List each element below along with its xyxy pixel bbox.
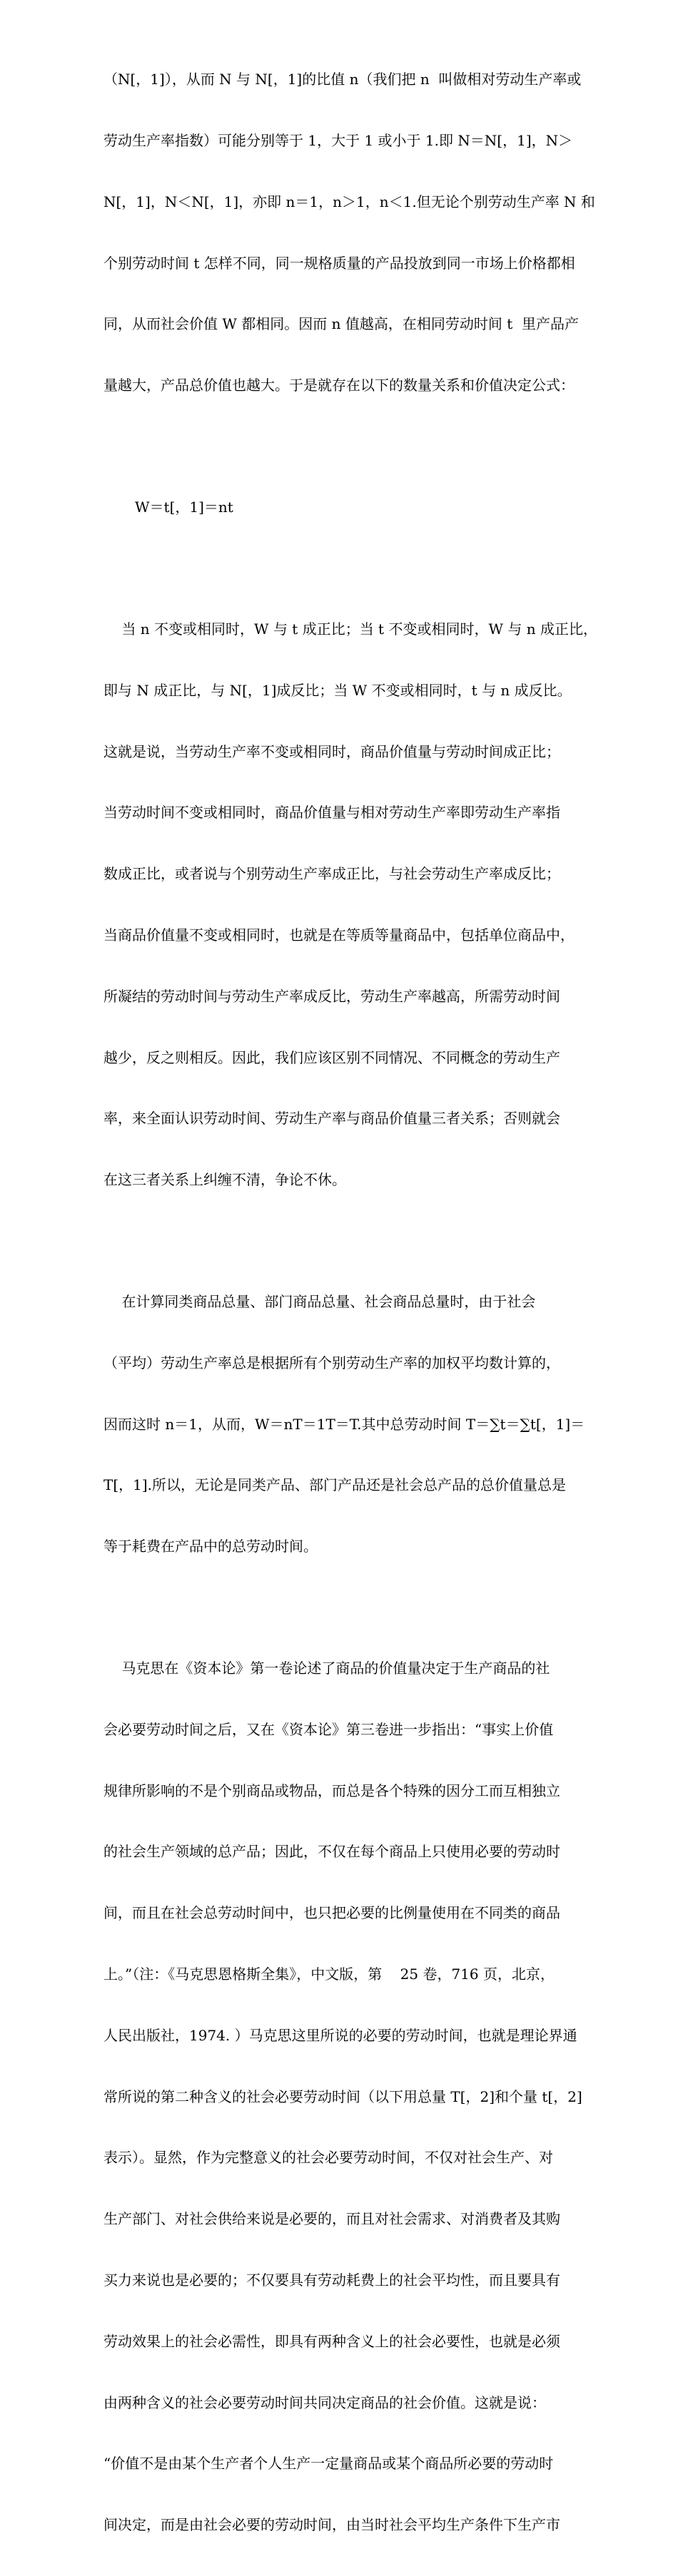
text-line: 生产部门、对社会供给来说是必要的，而且对社会需求、对消费者及其购 <box>103 2210 560 2228</box>
text-line: 量越大，产品总价值也越大。于是就存在以下的数量关系和价值决定公式： <box>103 377 575 394</box>
text-line: 所凝结的劳动时间与劳动生产率成反比，劳动生产率越高，所需劳动时间 <box>103 987 560 1005</box>
text-line: T[，1].所以，无论是同类产品、部门产品还是社会总产品的总价值量总是 <box>103 1476 567 1494</box>
paragraph-2 <box>103 578 632 1231</box>
text-line: 间决定，而是由社会必要的劳动时间，由当时社会平均生产条件下生产市 <box>103 2516 560 2534</box>
paragraph-4 <box>103 1617 632 2576</box>
text-line: 上。”（注：《马克思恩格斯全集》，中文版，第 25 卷，716 页，北京， <box>103 1966 555 1983</box>
formula-text: W＝t[，1]＝nt <box>135 499 233 516</box>
paragraph-1 <box>103 29 632 436</box>
text-line: 劳动效果上的社会必需性，即具有两种含义上的社会必要性，也就是必须 <box>103 2332 560 2350</box>
text-line: 即与 N 成正比，与 N[，1]成反比；当 W 不变或相同时，t 与 n 成反比。 <box>103 681 572 699</box>
text-line: 当劳动时间不变或相同时，商品价值量与相对劳动生产率即劳动生产率指 <box>103 804 560 822</box>
text-line: 同，从而社会价值 W 都相同。因而 n 值越高，在相同劳动时间 t 里产品产 <box>103 315 579 333</box>
text-line: 等于耗费在产品中的总劳动时间。 <box>103 1538 318 1555</box>
paragraph-3 <box>103 1251 632 1598</box>
text-line: 数成正比，或者说与个别劳动生产率成正比，与社会劳动生产率成反比； <box>103 865 560 883</box>
paragraph-gap <box>103 558 632 578</box>
document-page <box>103 29 632 2576</box>
text-line: 劳动生产率指数）可能分别等于 1，大于 1 或小于 1.即 N＝N[，1]，N＞ <box>103 131 573 149</box>
text-line: 这就是说，当劳动生产率不变或相同时，商品价值量与劳动时间成正比； <box>103 742 560 760</box>
text-line: 因而这时 n＝1，从而，W＝nT＝1T＝T.其中总劳动时间 T＝∑t＝∑t[，1]＝ <box>103 1415 585 1433</box>
text-line: 的社会生产领域的总产品；因此，不仅在每个商品上只使用必要的劳动时 <box>103 1843 560 1861</box>
text-line: 买力来说也是必要的；不仅要具有劳动耗费上的社会平均性，而且要具有 <box>103 2271 560 2289</box>
text-line: 个别劳动时间 t 怎样不同，同一规格质量的产品投放到同一市场上价格都相 <box>103 254 575 272</box>
text-line: （平均）劳动生产率总是根据所有个别劳动生产率的加权平均数计算的， <box>103 1354 560 1371</box>
text-line: 在计算同类商品总量、部门商品总量、社会商品总量时，由于社会 <box>103 1293 536 1311</box>
text-line: （N[，1]），从而 N 与 N[，1]的比值 n（我们把 n 叫做相对劳动生产率或 <box>103 71 582 88</box>
text-line: 规律所影响的不是个别商品或物品，而总是各个特殊的因分工而互相独立 <box>103 1782 560 1799</box>
text-line: 当 n 不变或相同时，W 与 t 成正比；当 t 不变或相同时，W 与 n 成正比， <box>103 620 597 638</box>
text-line: 率，来全面认识劳动时间、劳动生产率与商品价值量三者关系；否则就会 <box>103 1110 560 1128</box>
paragraph-gap <box>103 1598 632 1617</box>
text-line: “价值不是由某个生产者个人生产一定量商品或某个商品所必要的劳动时 <box>103 2455 554 2473</box>
paragraph-gap <box>103 1231 632 1251</box>
text-line: N[，1]，N＜N[，1]，亦即 n＝1，n＞1，n＜1.但无论个别劳动生产率 N 和 <box>103 193 595 210</box>
text-line: 当商品价值量不变或相同时，也就是在等质等量商品中，包括单位商品中， <box>103 926 575 944</box>
text-line: 在这三者关系上纠缠不清，争论不休。 <box>103 1171 346 1189</box>
text-line: 越少，反之则相反。因此，我们应该区别不同情况、不同概念的劳动生产 <box>103 1048 560 1066</box>
text-line: 由两种含义的社会必要劳动时间共同决定商品的社会价值。这就是说： <box>103 2393 546 2411</box>
text-line: 会必要劳动时间之后，又在《资本论》第三卷进一步指出：“事实上价值 <box>103 1720 554 1738</box>
text-line: 表示）。显然，作为完整意义的社会必要劳动时间，不仅对社会生产、对 <box>103 2149 553 2167</box>
text-line: 常所说的第二种含义的社会必要劳动时间（以下用总量 T[，2]和个量 t[，2] <box>103 2087 582 2105</box>
text-line: 间，而且在社会总劳动时间中，也只把必要的比例量使用在不同类的商品 <box>103 1904 560 1922</box>
text-line: 人民出版社，1974. ）马克思这里所说的必要的劳动时间，也就是理论界通 <box>103 2026 577 2044</box>
paragraph-gap <box>103 436 632 456</box>
formula-line <box>135 456 632 558</box>
text-line: 马克思在《资本论》第一卷论述了商品的价值量决定于生产商品的社 <box>103 1660 550 1677</box>
